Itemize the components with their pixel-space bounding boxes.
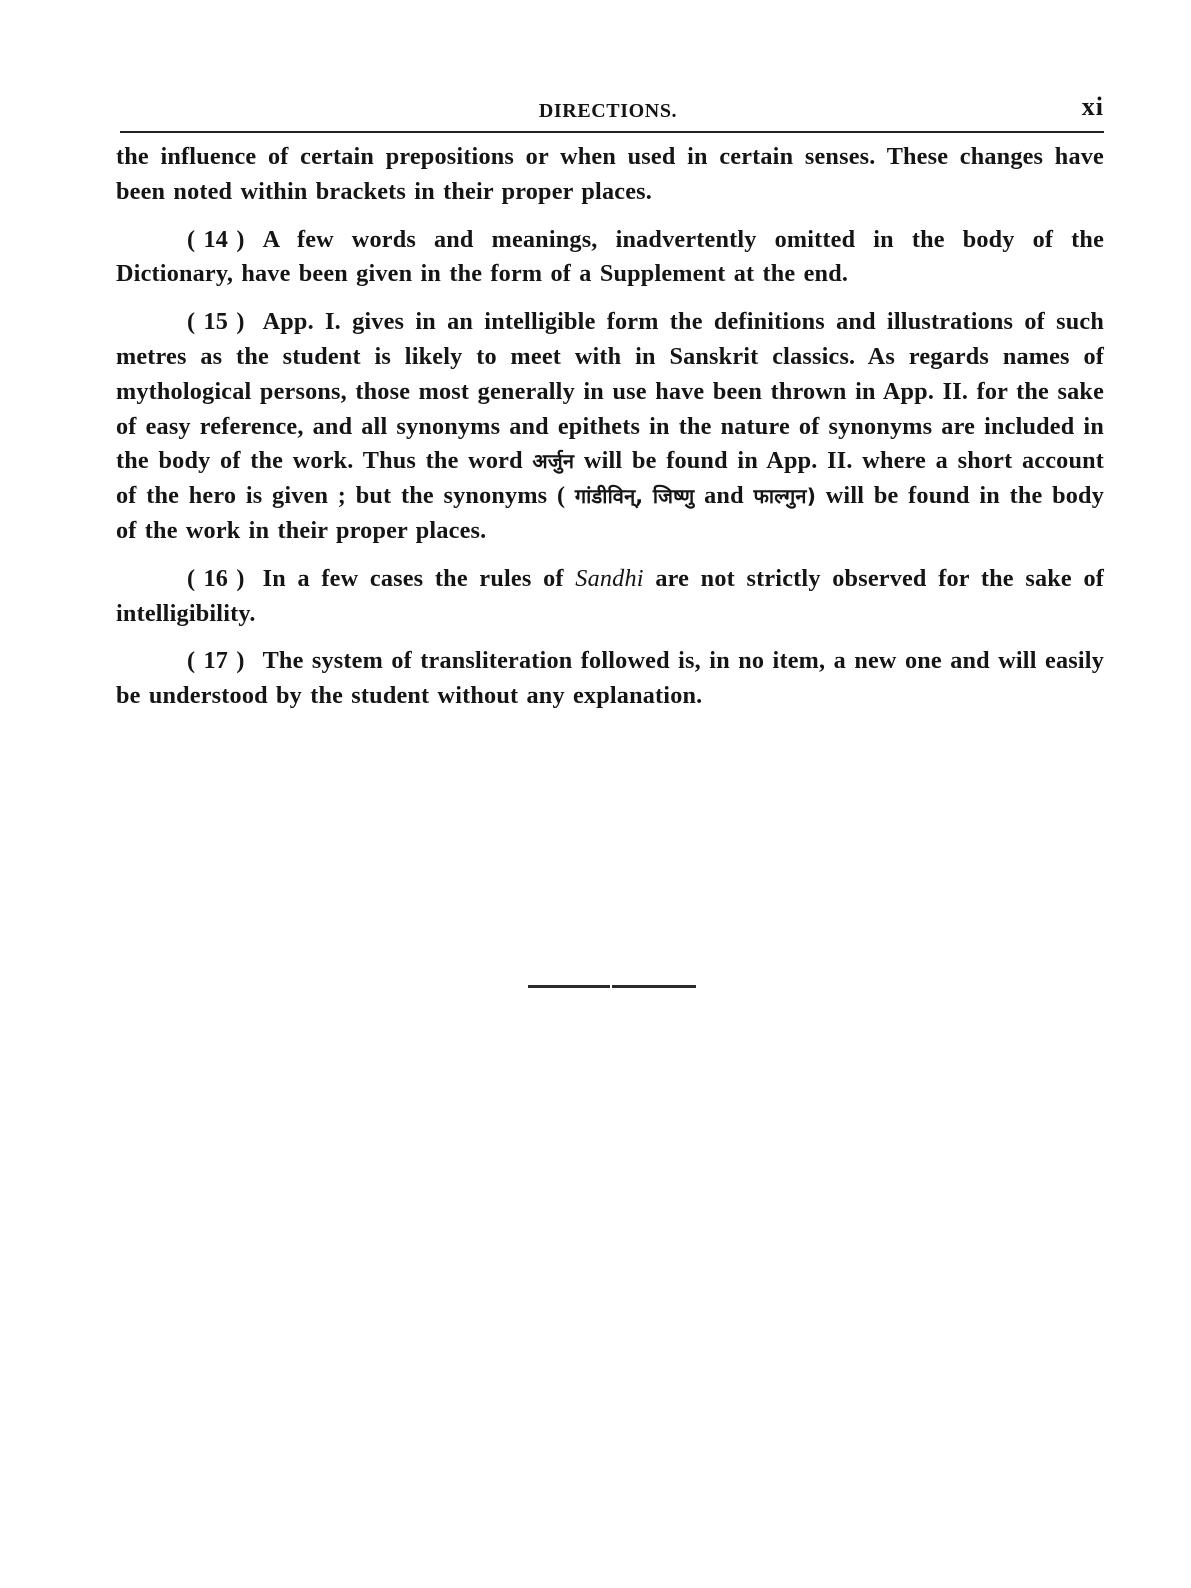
devanagari-word-arjuna: अर्जुन	[532, 449, 575, 474]
paragraph-number: ( 14 )	[187, 225, 245, 253]
paragraph-text-b: will be found in App. II. where a short account of the hero is given ; but the synonyms (	[116, 447, 1105, 510]
running-title: DIRECTIONS.	[538, 100, 678, 122]
paragraph-text-b: are not strictly observed for the sake of intelligibility.	[116, 564, 1105, 627]
paragraph-text-c: and	[704, 482, 744, 510]
paragraph-15	[116, 305, 1104, 549]
paragraph-17	[116, 644, 1104, 714]
body-text	[116, 140, 1104, 714]
italic-word-sandhi: Sandhi	[575, 564, 644, 592]
paragraph-14	[116, 223, 1104, 293]
end-rule-segment-right	[612, 985, 696, 988]
paragraph-number: ( 17 )	[187, 647, 245, 675]
devanagari-synonym-1: गांडीविन्,	[574, 484, 644, 509]
paragraph-text-a: App. I. gives in an intelligible form the definitions and illustrations of such metres as the student is likely to meet with in Sanskrit classics. As regards names of mythological persons, those most generally in use have been thrown in App. II. for the sake of easy reference, and all synonyms and epithets in the nature of synonyms are included in the body of the work. Thus the word	[116, 308, 1104, 475]
end-rule-segment-left	[528, 985, 610, 988]
running-head	[120, 92, 1104, 128]
header-rule	[120, 131, 1104, 133]
paragraph-text: A few words and meanings, inadvertently omitted in the body of the Dictionary, have been given in the form of a Supplement at the end.	[116, 225, 1104, 288]
paragraph-number: ( 15 )	[187, 308, 245, 336]
page-number: xi	[1081, 92, 1104, 121]
paragraph-text: the influence of certain prepositions or when used in certain senses. These changes have been noted within brackets in their proper places.	[116, 143, 1104, 205]
paragraph-16	[116, 562, 1104, 632]
paragraph-text-a: In a few cases the rules of	[262, 564, 564, 592]
paragraph-text: The system of transliteration followed is, in no item, a new one and will easily be understood by the student without any explanation.	[116, 647, 1104, 710]
paragraph-text-d: will be found in the body of the work in their proper places.	[116, 482, 1105, 544]
devanagari-synonym-3: फाल्गुन)	[753, 484, 817, 509]
devanagari-synonym-2: जिष्णु	[652, 484, 695, 509]
paragraph-13-continuation	[116, 140, 1104, 210]
section-end-rule	[528, 985, 696, 989]
paragraph-number: ( 16 )	[187, 564, 245, 592]
